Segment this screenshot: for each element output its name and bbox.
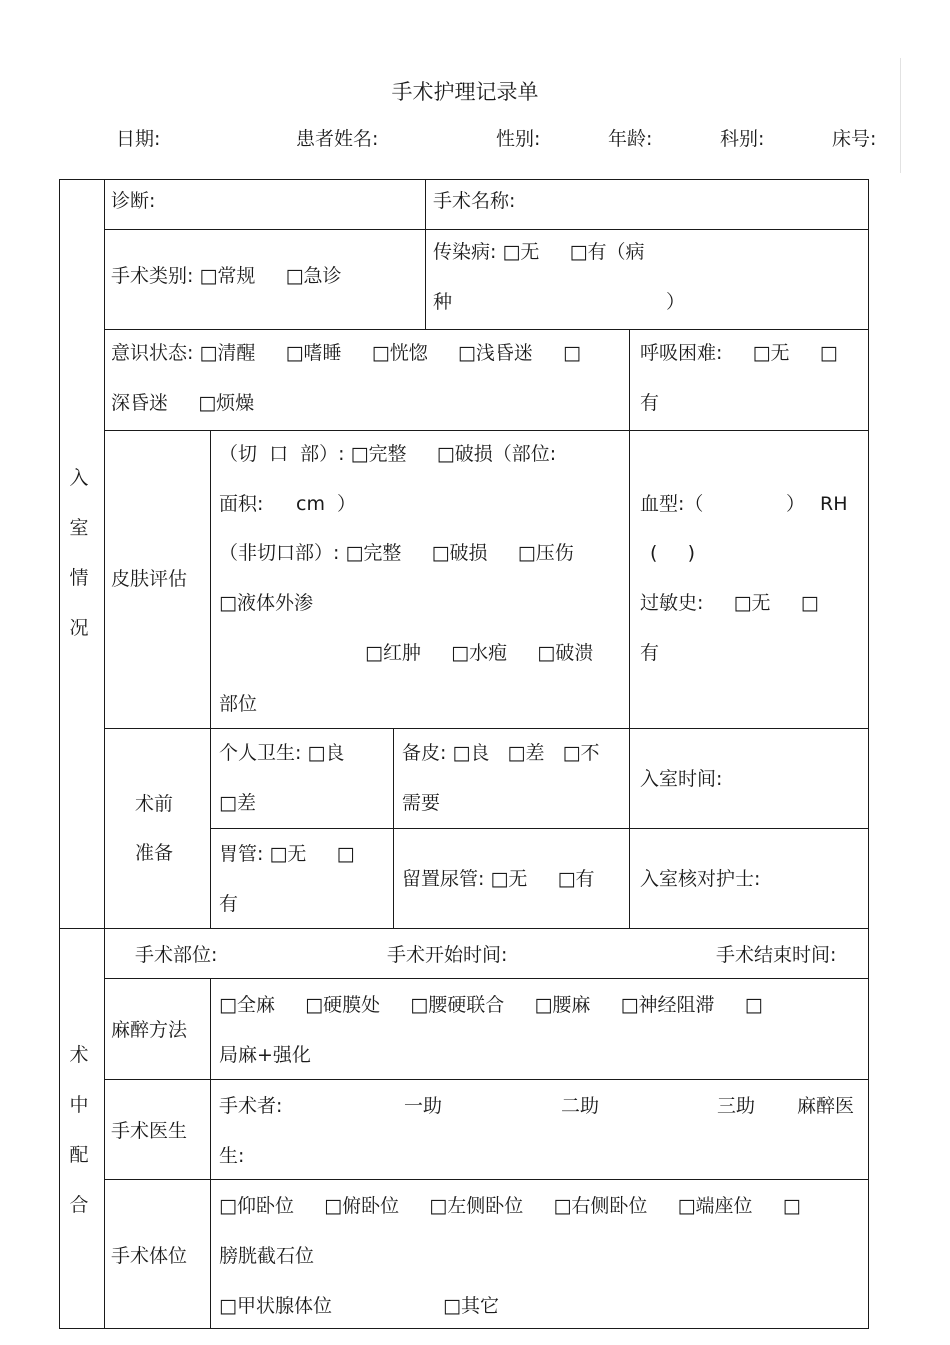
allergy-options[interactable]: 过敏史: □无 □ [640, 592, 819, 614]
hygiene-options[interactable]: 个人卫生: □良 [219, 742, 345, 764]
verify-nurse-field[interactable]: 入室核对护士: [640, 868, 761, 890]
section-label-char: 情 [69, 567, 89, 589]
skin-area-label: 面积: [219, 493, 264, 515]
row-line [104, 329, 869, 330]
position-label: 手术体位 [111, 1245, 188, 1267]
hygiene-options-cont[interactable]: □差 [219, 792, 256, 814]
label-column-divider [104, 179, 105, 1329]
skin-assessment-label: 皮肤评估 [111, 568, 188, 590]
col-line [393, 728, 394, 929]
section-label-char: 配 [69, 1144, 89, 1166]
blood-type-close: ） [786, 493, 806, 515]
infection-type-label: 种 [433, 291, 453, 313]
diagnosis-field[interactable]: 诊断: [111, 190, 156, 212]
position-options[interactable]: □仰卧位 □俯卧位 □左侧卧位 □右侧卧位 □端座位 □ [219, 1195, 801, 1217]
dyspnea-options[interactable]: 呼吸困难: □无 □ [640, 342, 838, 364]
anesthesia-label: 麻醉方法 [111, 1019, 188, 1041]
row-line [104, 728, 869, 729]
gastric-tube-options[interactable]: 胃管: □无 □ [219, 843, 355, 865]
section-label-char: 室 [69, 517, 89, 539]
section-label-char: 况 [69, 617, 89, 639]
section-label-admission [64, 453, 94, 653]
header-gender: 性别: [496, 128, 541, 150]
header-bed-no: 床号: [832, 128, 877, 150]
infection-type-close: ） [666, 291, 686, 313]
surgery-type-options[interactable]: 手术类别: □常规 □急诊 [111, 265, 342, 287]
col-line [210, 430, 211, 929]
surgeon-field[interactable]: 手术者: [219, 1095, 283, 1117]
position-options-cont[interactable]: 膀胱截石位 [219, 1245, 315, 1267]
page-edge-divider [900, 58, 901, 173]
skin-area-unit: cm ） [296, 493, 357, 515]
section-divider [59, 928, 869, 929]
row-line [104, 1179, 869, 1180]
anesthesiologist-field-cont[interactable]: 生: [219, 1145, 245, 1167]
section-label-char: 合 [69, 1194, 89, 1216]
rh-label: RH [820, 493, 848, 515]
row-line [104, 978, 869, 979]
section-label-intraop [64, 1030, 94, 1230]
third-assistant-field[interactable]: 三助 [717, 1095, 756, 1117]
surgeon-label: 手术医生 [111, 1120, 188, 1142]
first-assistant-field[interactable]: 一助 [404, 1095, 443, 1117]
surgery-site-field[interactable]: 手术部位: [135, 944, 218, 966]
table-border-right [868, 179, 869, 1329]
consciousness-options[interactable]: 意识状态: □清醒 □嗜睡 □恍惚 □浅昏迷 □ [111, 342, 581, 364]
blood-type-label: 血型:（ [640, 493, 704, 515]
preop-label-l2: 准备 [135, 842, 174, 864]
section-label-char: 入 [69, 467, 89, 489]
skin-lesion-options[interactable]: □红肿 □水疱 □破溃 [365, 642, 594, 664]
anesthesia-options-cont[interactable]: 局麻+强化 [219, 1044, 311, 1066]
surgery-end-time-field[interactable]: 手术结束时间: [716, 944, 837, 966]
table-border-bottom [59, 1328, 869, 1329]
preop-label-l1: 术前 [135, 793, 174, 815]
skin-exudation-option[interactable]: □液体外渗 [219, 592, 313, 614]
surgery-start-time-field[interactable]: 手术开始时间: [387, 944, 508, 966]
anesthesia-options[interactable]: □全麻 □硬膜处 □腰硬联合 □腰麻 □神经阻滞 □ [219, 994, 763, 1016]
col-line [210, 978, 211, 1329]
entry-time-field[interactable]: 入室时间: [640, 768, 723, 790]
gastric-tube-options-cont[interactable]: 有 [219, 893, 239, 915]
skin-prep-options[interactable]: 备皮: □良 □差 □不 [402, 742, 600, 764]
row-line [104, 1079, 869, 1080]
second-assistant-field[interactable]: 二助 [561, 1095, 600, 1117]
skin-incision-options[interactable]: （切 口 部）: □完整 □破损（部位: [219, 443, 557, 465]
allergy-options-cont[interactable]: 有 [640, 642, 660, 664]
section-label-char: 术 [69, 1044, 89, 1066]
anesthesiologist-field[interactable]: 麻醉医 [797, 1095, 855, 1117]
row-line [210, 828, 869, 829]
dyspnea-options-cont[interactable]: 有 [640, 392, 660, 414]
consciousness-options-cont[interactable]: 深昏迷 □烦燥 [111, 392, 255, 414]
skin-non-incision-options[interactable]: （非切口部）: □完整 □破损 □压伤 [219, 542, 574, 564]
infection-options[interactable]: 传染病: □无 □有（病 [433, 241, 645, 263]
rh-field[interactable]: ( ) [650, 542, 696, 564]
row-line [104, 430, 869, 431]
skin-location-label: 部位 [219, 693, 258, 715]
header-age: 年龄: [608, 128, 653, 150]
header-department: 科别: [720, 128, 765, 150]
position-other-option[interactable]: □其它 [443, 1295, 499, 1317]
table-border-top [59, 179, 869, 180]
position-thyroid-option[interactable]: □甲状腺体位 [219, 1295, 332, 1317]
page-title: 手术护理记录单 [391, 80, 539, 104]
row-line [104, 229, 869, 230]
col-line [629, 329, 630, 929]
skin-prep-options-cont[interactable]: 需要 [402, 792, 441, 814]
col-line [425, 179, 426, 330]
urinary-catheter-options[interactable]: 留置尿管: □无 □有 [402, 868, 595, 890]
header-date: 日期: [116, 128, 161, 150]
surgery-name-field[interactable]: 手术名称: [433, 190, 516, 212]
section-label-char: 中 [69, 1094, 89, 1116]
table-border-left [59, 179, 60, 1329]
header-patient-name: 患者姓名: [296, 128, 379, 150]
